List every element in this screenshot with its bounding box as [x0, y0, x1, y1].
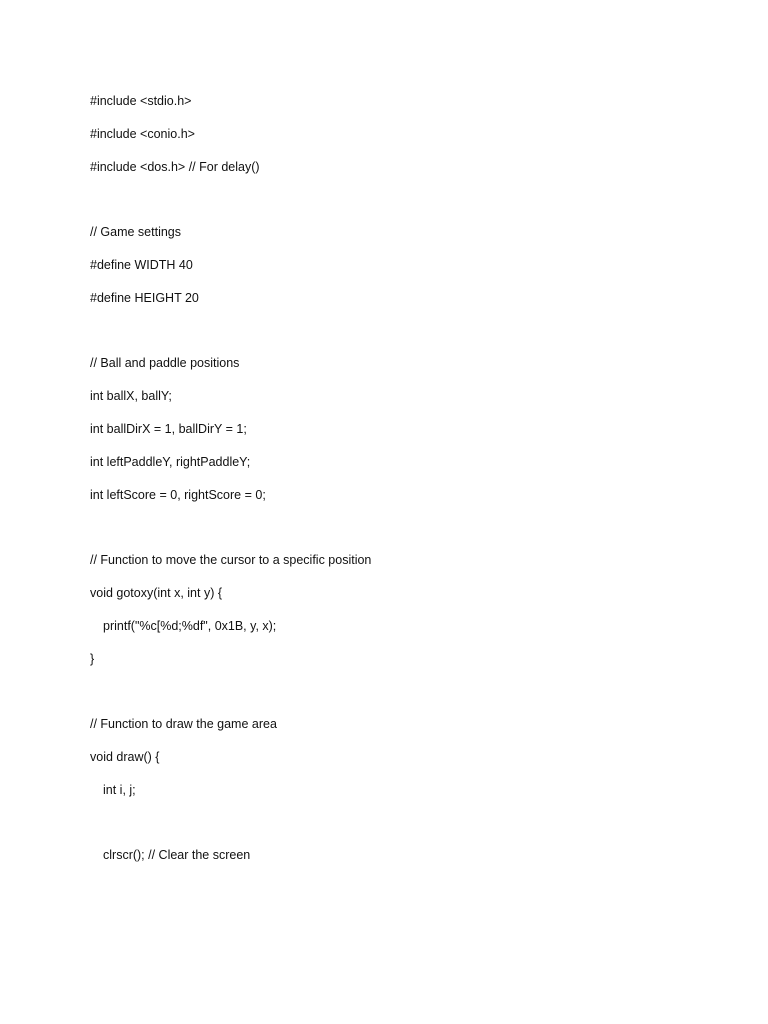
code-line-ball-direction: int ballDirX = 1, ballDirY = 1; [90, 422, 247, 436]
code-comment-ball-paddle: // Ball and paddle positions [90, 356, 240, 370]
code-line-define-width: #define WIDTH 40 [90, 258, 193, 272]
blank-line [90, 815, 371, 847]
blank-line [90, 192, 371, 224]
code-line-include-dos: #include <dos.h> // For delay() [90, 160, 260, 174]
code-line-gotoxy-printf: printf("%c[%d;%df", 0x1B, y, x); [103, 619, 277, 633]
code-line-define-height: #define HEIGHT 20 [90, 291, 199, 305]
code-block [90, 93, 371, 880]
blank-line [90, 323, 371, 355]
code-line-scores: int leftScore = 0, rightScore = 0; [90, 488, 266, 502]
code-comment-draw: // Function to draw the game area [90, 717, 277, 731]
code-comment-game-settings: // Game settings [90, 225, 182, 239]
blank-line [90, 684, 371, 716]
code-line-gotoxy-signature: void gotoxy(int x, int y) { [90, 586, 223, 600]
code-line-ball-position: int ballX, ballY; [90, 389, 172, 403]
blank-line [90, 520, 371, 552]
code-line-paddle-positions: int leftPaddleY, rightPaddleY; [90, 455, 251, 469]
code-comment-gotoxy: // Function to move the cursor to a specific position [90, 553, 372, 567]
code-line-loop-vars: int i, j; [103, 783, 136, 797]
code-line-draw-signature: void draw() { [90, 750, 160, 764]
code-line-include-conio: #include <conio.h> [90, 127, 195, 141]
code-line-gotoxy-close: } [90, 652, 95, 666]
code-line-include-stdio: #include <stdio.h> [90, 94, 192, 108]
code-line-clrscr: clrscr(); // Clear the screen [103, 848, 251, 862]
